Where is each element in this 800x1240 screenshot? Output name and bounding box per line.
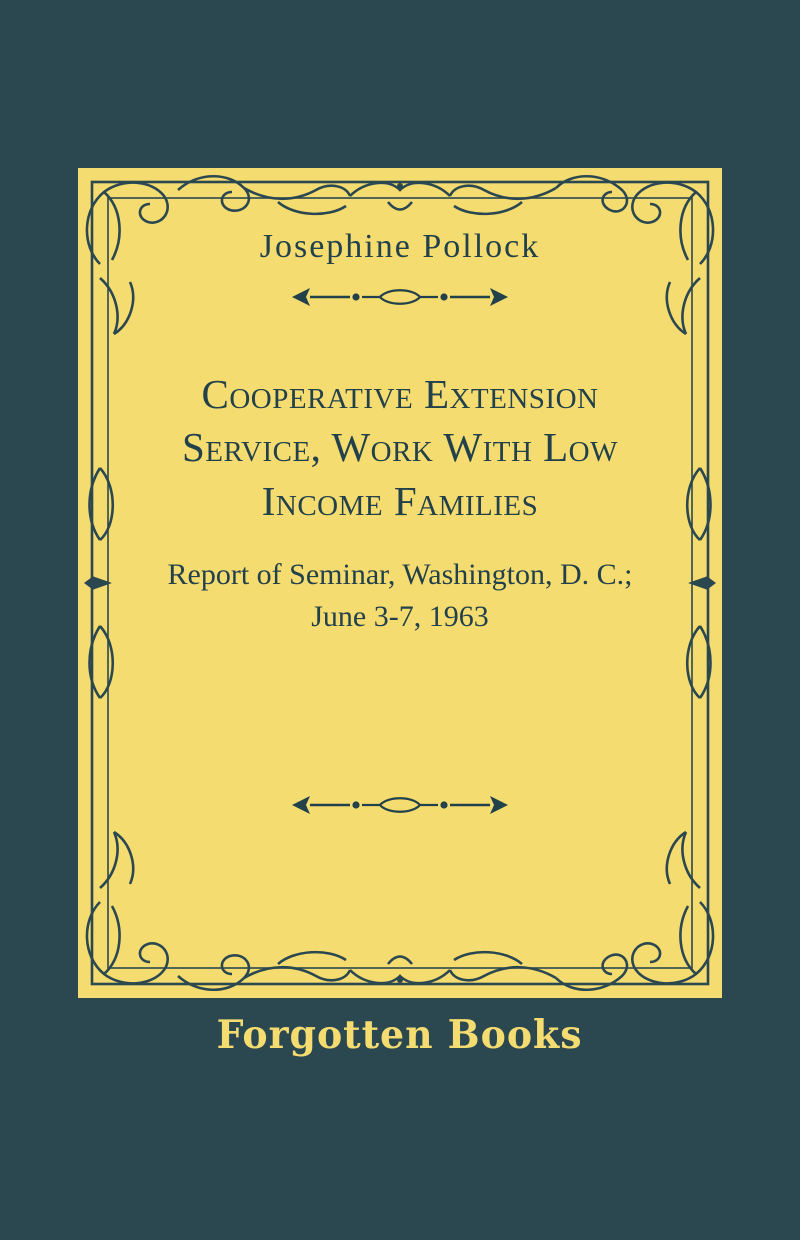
cover-content (124, 204, 676, 962)
cover-panel (78, 168, 722, 998)
author-name: Josephine Pollock (259, 228, 541, 265)
book-title: Cooperative Extension Service, Work With Low Income Families (181, 371, 618, 524)
book-subtitle: Report of Seminar, Washington, D. C.; June 3-7, 1963 (167, 557, 633, 634)
flourish-divider-bottom-icon (292, 792, 508, 818)
publisher-logo (0, 1012, 800, 1058)
flourish-divider-icon (292, 284, 508, 310)
publisher-name: Forgotten Books (217, 1012, 583, 1058)
